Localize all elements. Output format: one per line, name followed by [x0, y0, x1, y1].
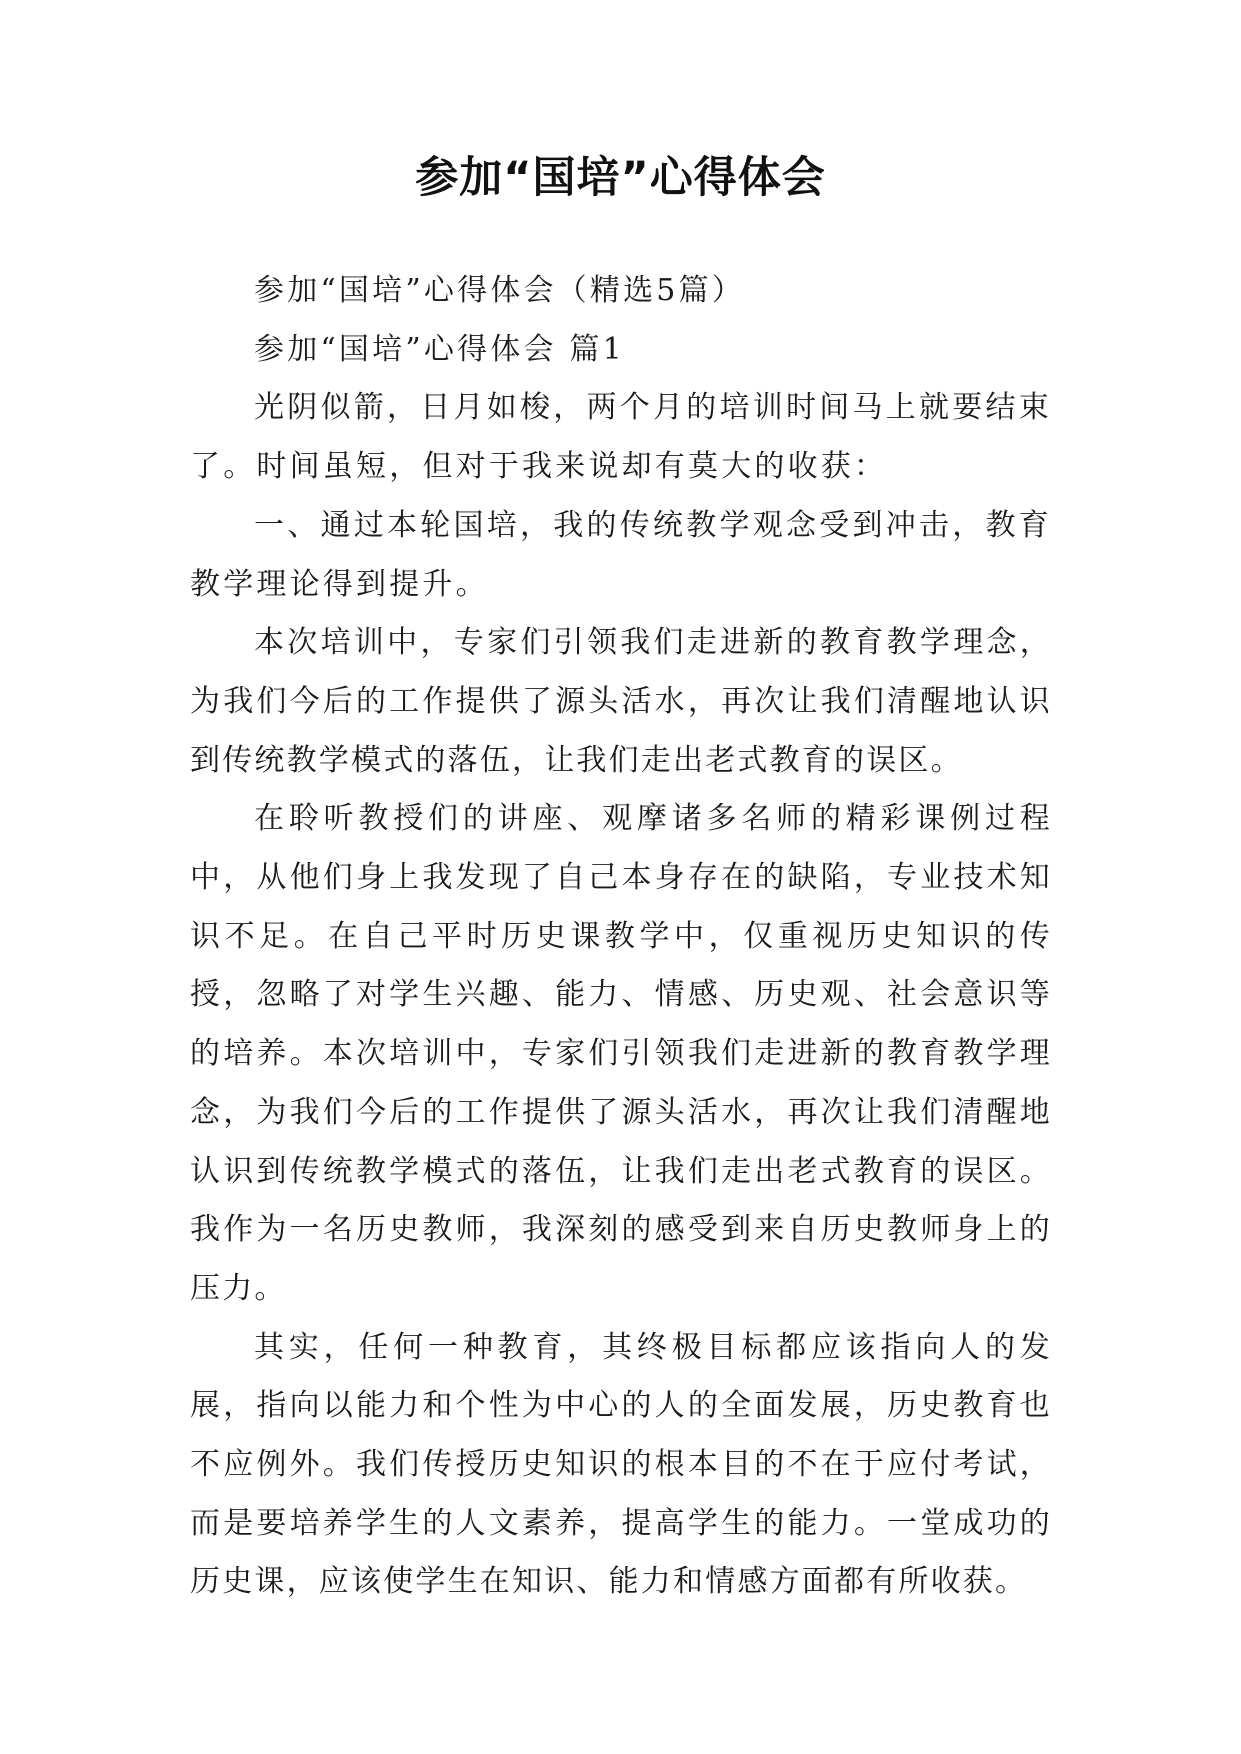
document-body: [190, 262, 1052, 1612]
paragraph-collection-heading: 参加“国培”心得体会（精选5篇）: [254, 273, 745, 308]
paragraph-training-concepts: 本次培训中，专家们引领我们走进新的教育教学理念，为我们今后的工作提供了源头活水，再次让我们清醒地认识到传统教学模式的落伍，让我们走出老式教育的误区。: [190, 625, 1052, 778]
paragraph-article-heading: 参加“国培”心得体会 篇1: [254, 331, 625, 367]
paragraph-education-goal: 其实，任何一种教育，其终极目标都应该指向人的发展，指向以能力和个性为中心的人的全面发展，历史教育也不应例外。我们传授历史知识的根本目的不在于应付考试，而是要培养学生的人文素养，提高学生的能力。一堂成功的历史课，应该使学生在知识、能力和情感方面都有所收获。: [190, 1329, 1052, 1600]
paragraph-intro: 光阴似箭，日月如梭，两个月的培训时间马上就要结束了。时间虽短，但对于我来说却有莫大的收获：: [190, 390, 1052, 485]
paragraph-point-one: 一、通过本轮国培，我的传统教学观念受到冲击，教育教学理论得到提升。: [190, 507, 1052, 602]
document-title: 参加“国培”心得体会: [415, 153, 826, 203]
paragraph-lectures: 在聆听教授们的讲座、观摩诸多名师的精彩课例过程中，从他们身上我发现了自己本身存在的缺陷，专业技术知识不足。在自己平时历史课教学中，仅重视历史知识的传授，忽略了对学生兴趣、能力、情感、历史观、社会意识等的培养。本次培训中，专家们引领我们走进新的教育教学理念，为我们今后的工作提供了源头活水，再次让我们清醒地认识到传统教学模式的落伍，让我们走出老式教育的误区。我作为一名历史教师，我深刻的感受到来自历史教师身上的压力。: [190, 801, 1052, 1306]
